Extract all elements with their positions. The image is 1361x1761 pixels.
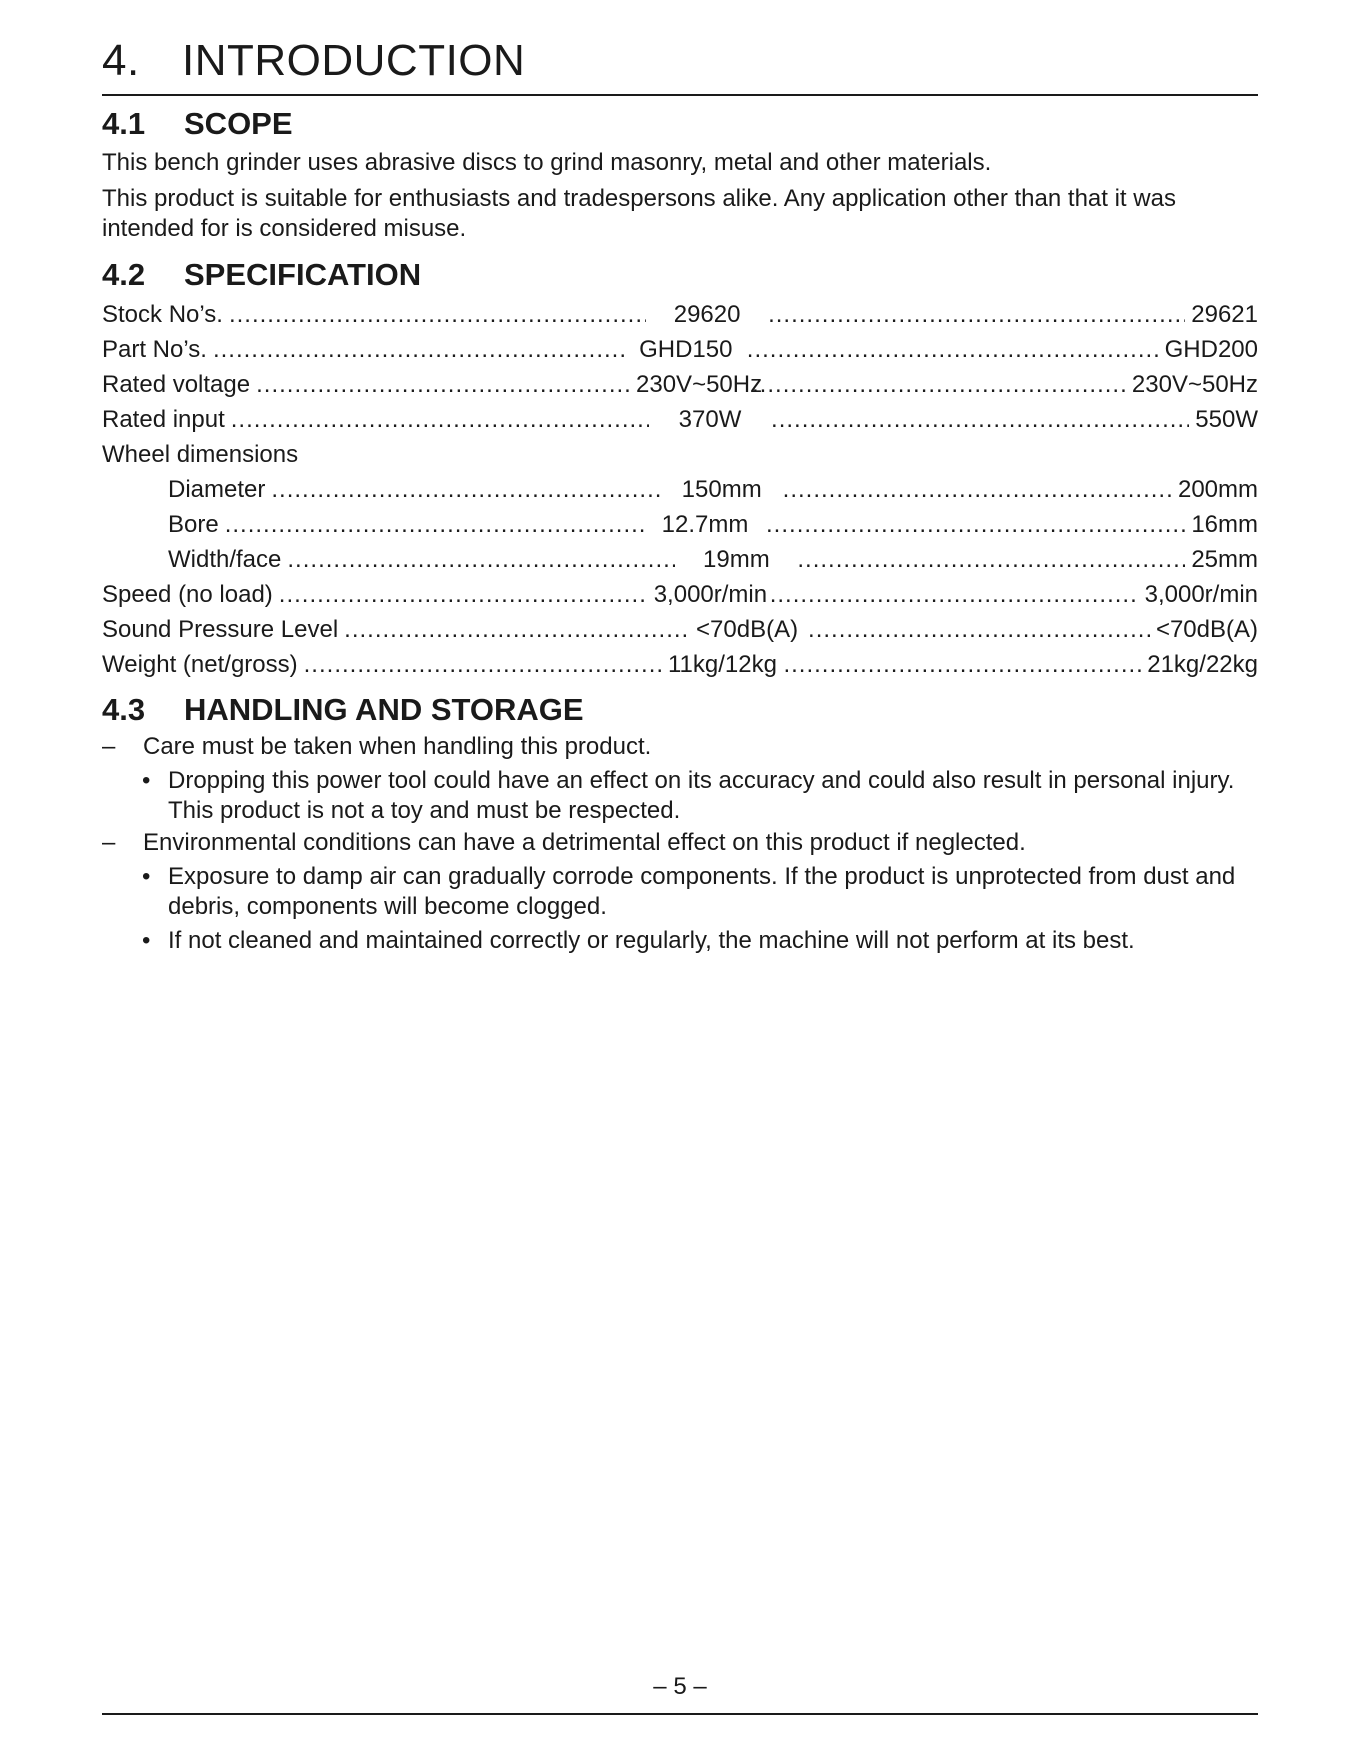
spec-row <box>102 507 1258 542</box>
spec-value-ghd150: 19mm <box>703 546 770 573</box>
scope-paragraph: This product is suitable for enthusiasts and tradespersons alike. Any application other than that it was intended for is considered misuse. <box>102 185 1176 242</box>
spec-row <box>102 367 1258 402</box>
spec-value-ghd200: 200mm <box>1177 476 1259 503</box>
bullet-item <box>102 766 1258 826</box>
footer-rule <box>102 1713 1258 1715</box>
dot-leader <box>225 507 644 542</box>
spec-value-ghd200: 21kg/22kg <box>1147 651 1258 678</box>
spec-value-ghd150: 370W <box>678 406 742 433</box>
dot-leader <box>344 612 686 647</box>
bullet-item <box>102 926 1258 956</box>
spec-label: Sound Pressure Level <box>102 616 339 643</box>
list-item <box>102 828 1258 858</box>
spec-value-ghd200: 29621 <box>1191 301 1258 328</box>
spec-value-ghd200: GHD200 <box>1164 336 1258 363</box>
dot-leader <box>783 647 1141 682</box>
spec-label: Stock No’s. <box>102 301 223 328</box>
spec-value-ghd150: 12.7mm <box>661 511 749 538</box>
dot-leader <box>770 577 1139 612</box>
header-rule <box>102 94 1258 96</box>
spec-value-ghd200: 16mm <box>1191 511 1259 538</box>
dot-leader <box>213 332 625 367</box>
spec-value-ghd200: <70dB(A) <box>1155 616 1258 643</box>
bullet-marker: • <box>142 863 151 890</box>
spec-value-ghd150: 29620 <box>673 301 741 328</box>
section-number: 4.2 <box>102 257 146 292</box>
spec-value-ghd150: 150mm <box>681 476 762 503</box>
spec-row <box>102 542 1258 577</box>
chapter-heading <box>102 34 525 88</box>
spec-value-ghd150: GHD150 <box>639 336 733 363</box>
section-heading-handling <box>102 690 1258 730</box>
dot-leader <box>304 647 662 682</box>
spec-label: Rated voltage <box>102 371 251 398</box>
specification-table <box>102 297 1258 682</box>
spec-value-ghd200: 550W <box>1195 406 1258 433</box>
dot-leader <box>808 612 1150 647</box>
page-number: – 5 – <box>653 1673 707 1700</box>
spec-value-ghd200: 25mm <box>1191 546 1259 573</box>
scope-paragraph: This bench grinder uses abrasive discs to grind masonry, metal and other materials. <box>102 149 992 176</box>
section-heading-specification <box>102 255 1258 295</box>
dot-leader <box>766 507 1185 542</box>
bullet-item <box>102 862 1258 922</box>
bullet-marker: • <box>142 767 151 794</box>
list-item <box>102 732 1258 762</box>
spec-label: Diameter <box>168 476 266 503</box>
dot-leader <box>752 367 1126 402</box>
dot-leader <box>768 297 1185 332</box>
dot-leader <box>229 297 646 332</box>
dot-leader <box>797 542 1185 577</box>
manual-page <box>102 0 1258 1761</box>
spec-value-ghd150: 3,000r/min <box>653 581 768 608</box>
bullet-text: Exposure to damp air can gradually corrode components. If the product is unprotected from dust and debris, components will become clogged. <box>168 863 1236 920</box>
bullet-text: Dropping this power tool could have an effect on its accuracy and could also result in personal injury. This product is not a toy and must be respected. <box>168 767 1235 824</box>
spec-value-ghd150: 230V~50Hz <box>636 371 763 398</box>
spec-label: Wheel dimensions <box>102 441 299 468</box>
dot-leader <box>271 472 660 507</box>
spec-row <box>102 332 1258 367</box>
spec-value-ghd200: 3,000r/min <box>1144 581 1258 608</box>
spec-label: Bore <box>168 511 219 538</box>
spec-label: Speed (no load) <box>102 581 273 608</box>
list-item-text: Care must be taken when handling this product. <box>143 733 652 760</box>
spec-row <box>102 577 1258 612</box>
spec-row <box>102 647 1258 682</box>
dash-marker: – <box>102 829 116 856</box>
spec-row <box>102 297 1258 332</box>
spec-row <box>102 437 1258 472</box>
dot-leader <box>771 402 1189 437</box>
bullet-text: If not cleaned and maintained correctly or regularly, the machine will not perform at its best. <box>168 927 1135 954</box>
page-content <box>102 104 1258 956</box>
spec-label: Width/face <box>168 546 282 573</box>
chapter-title: INTRODUCTION <box>182 36 526 85</box>
dot-leader <box>256 367 630 402</box>
spec-label: Weight (net/gross) <box>102 651 298 678</box>
dot-leader <box>747 332 1159 367</box>
spec-label: Rated input <box>102 406 225 433</box>
spec-value-ghd200: 230V~50Hz <box>1131 371 1259 398</box>
section-title: SCOPE <box>184 106 293 141</box>
section-title: HANDLING AND STORAGE <box>184 692 584 727</box>
spec-row <box>102 402 1258 437</box>
section-number: 4.1 <box>102 106 146 141</box>
dash-marker: – <box>102 733 116 760</box>
bullet-marker: • <box>142 927 151 954</box>
list-item-text: Environmental conditions can have a detrimental effect on this product if neglected. <box>143 829 1026 856</box>
dot-leader <box>279 577 648 612</box>
spec-label: Part No’s. <box>102 336 207 363</box>
dot-leader <box>231 402 649 437</box>
spec-row <box>102 612 1258 647</box>
section-title: SPECIFICATION <box>184 257 422 292</box>
section-number: 4.3 <box>102 692 146 727</box>
spec-value-ghd150: <70dB(A) <box>696 616 799 643</box>
spec-value-ghd150: 11kg/12kg <box>667 651 777 678</box>
dot-leader <box>783 472 1172 507</box>
dot-leader <box>287 542 675 577</box>
spec-row <box>102 472 1258 507</box>
section-heading-scope <box>102 104 1258 144</box>
chapter-number: 4. <box>102 36 140 85</box>
